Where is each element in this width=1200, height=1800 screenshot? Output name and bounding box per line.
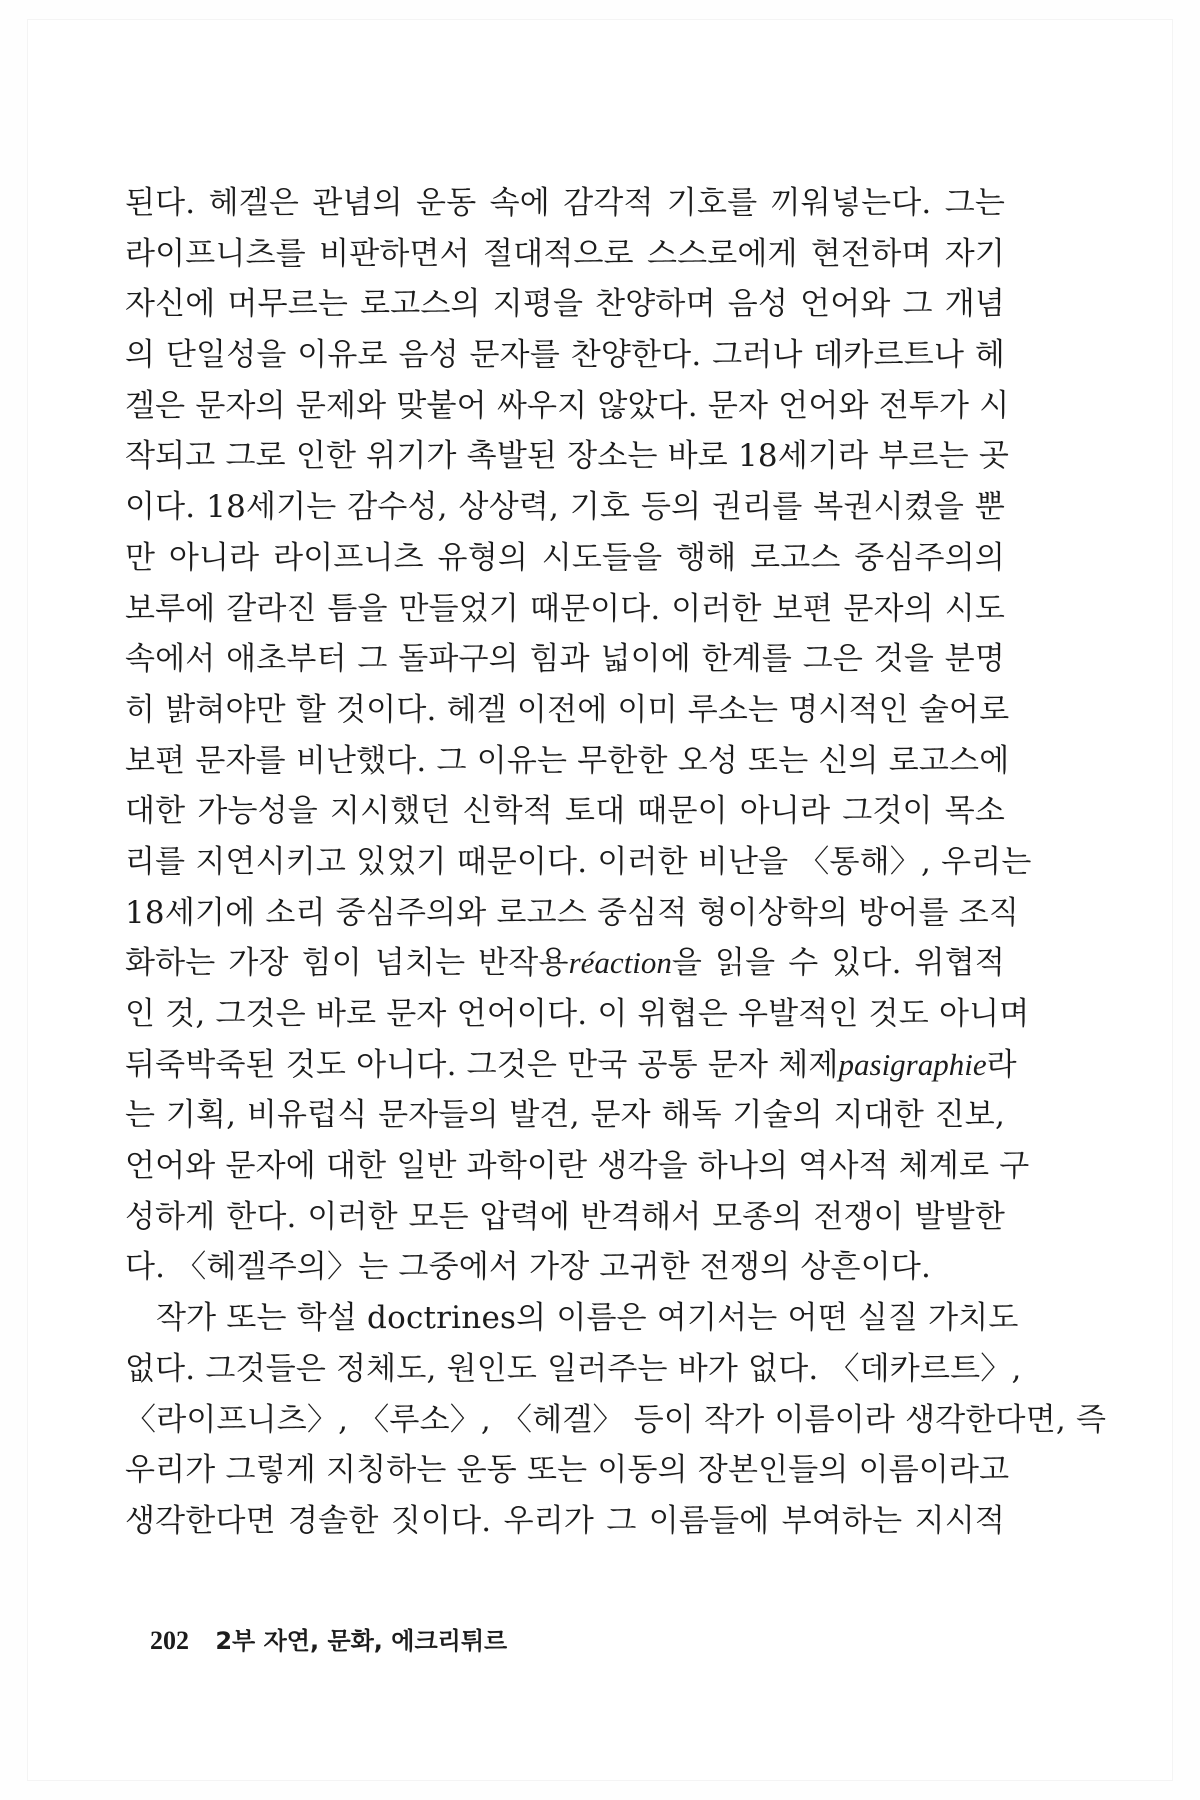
text-line: 만 아니라 라이프니츠 유형의 시도들을 행해 로고스 중심주의의: [125, 539, 1005, 576]
text-line: 라이프니츠를 비판하면서 절대적으로 스스로에게 현전하며 자기: [125, 235, 1005, 272]
text-line: 히 밝혀야만 할 것이다. 헤겔 이전에 이미 루소는 명시적인 술어로: [125, 691, 1010, 728]
text-line: 작되고 그로 인한 위기가 촉발된 장소는 바로 18세기라 부르는 곳: [125, 438, 1009, 475]
foreign-term: réaction: [568, 945, 672, 981]
text-line: 18세기에 소리 중심주의와 로고스 중심적 형이상학의 방어를 조직: [125, 894, 1020, 931]
text-line: 대한 가능성을 지시했던 신학적 토대 때문이 아니라 그것이 목소: [125, 793, 1005, 830]
text-line: 우리가 그렇게 지칭하는 운동 또는 이동의 장본인들의 이름이라고: [125, 1452, 1010, 1489]
text-line: 자신에 머무르는 로고스의 지평을 찬양하며 음성 언어와 그 개념: [125, 286, 1005, 323]
paragraph-end-line: 다. 〈헤겔주의〉는 그중에서 가장 고귀한 전쟁의 상흔이다.: [125, 1249, 932, 1286]
text-line: 인 것, 그것은 바로 문자 언어이다. 이 위협은 우발적인 것도 아니며: [125, 996, 1030, 1032]
paragraph-start-line: 작가 또는 학설 doctrines의 이름은 여기서는 어떤 실질 가치도: [156, 1300, 1019, 1337]
text-segment: 화하는 가장 힘이 넘치는 반작용: [125, 945, 569, 982]
text-line: 된다. 헤겔은 관념의 운동 속에 감각적 기호를 끼워넣는다. 그는: [125, 185, 1005, 221]
text-line: 보루에 갈라진 틈을 만들었기 때문이다. 이러한 보편 문자의 시도: [125, 590, 1005, 627]
text-segment: 라: [986, 1046, 1017, 1083]
text-line: 〈라이프니츠〉, 〈루소〉, 〈헤겔〉 등이 작가 이름이라 생각한다면, 즉: [125, 1401, 1107, 1438]
text-line: 보편 문자를 비난했다. 그 이유는 무한한 오성 또는 신의 로고스에: [125, 742, 1010, 779]
foreign-term: pasigraphie: [838, 1046, 987, 1082]
text-line: 생각한다면 경솔한 짓이다. 우리가 그 이름들에 부여하는 지시적: [125, 1502, 1005, 1539]
body-text: [125, 178, 1107, 1547]
text-line: 언어와 문자에 대한 일반 과학이란 생각을 하나의 역사적 체계로 구: [125, 1148, 1030, 1185]
page-number: 202: [150, 1626, 189, 1655]
page-footer: [150, 1621, 507, 1656]
text-line: 의 단일성을 이유로 음성 문자를 찬양한다. 그러나 데카르트나 헤: [125, 337, 1005, 374]
running-head: 2부 자연, 문화, 에크리튀르: [215, 1627, 508, 1655]
text-line-mixed: [125, 938, 1005, 989]
text-line: 겔은 문자의 문제와 맞붙어 싸우지 않았다. 문자 언어와 전투가 시: [125, 387, 1010, 424]
text-line: 리를 지연시키고 있었기 때문이다. 이러한 비난을 〈통해〉, 우리는: [125, 843, 1032, 880]
text-line: 없다. 그것들은 정체도, 원인도 일러주는 바가 없다. 〈데카르트〉,: [125, 1350, 1022, 1387]
text-line: 성하게 한다. 이러한 모든 압력에 반격해서 모종의 전쟁이 발발한: [125, 1198, 1005, 1235]
text-segment: 을 읽을 수 있다. 위협적: [671, 945, 1005, 982]
text-segment: 뒤죽박죽된 것도 아니다. 그것은 만국 공통 문자 체제: [125, 1046, 839, 1083]
text-line: 속에서 애초부터 그 돌파구의 힘과 넓이에 한계를 그은 것을 분명: [125, 641, 1005, 678]
text-line: 이다. 18세기는 감수성, 상상력, 기호 등의 권리를 복권시켰을 뿐: [125, 489, 1005, 526]
text-line-mixed: [125, 1040, 1017, 1091]
text-line: 는 기획, 비유럽식 문자들의 발견, 문자 해독 기술의 지대한 진보,: [125, 1097, 1005, 1134]
